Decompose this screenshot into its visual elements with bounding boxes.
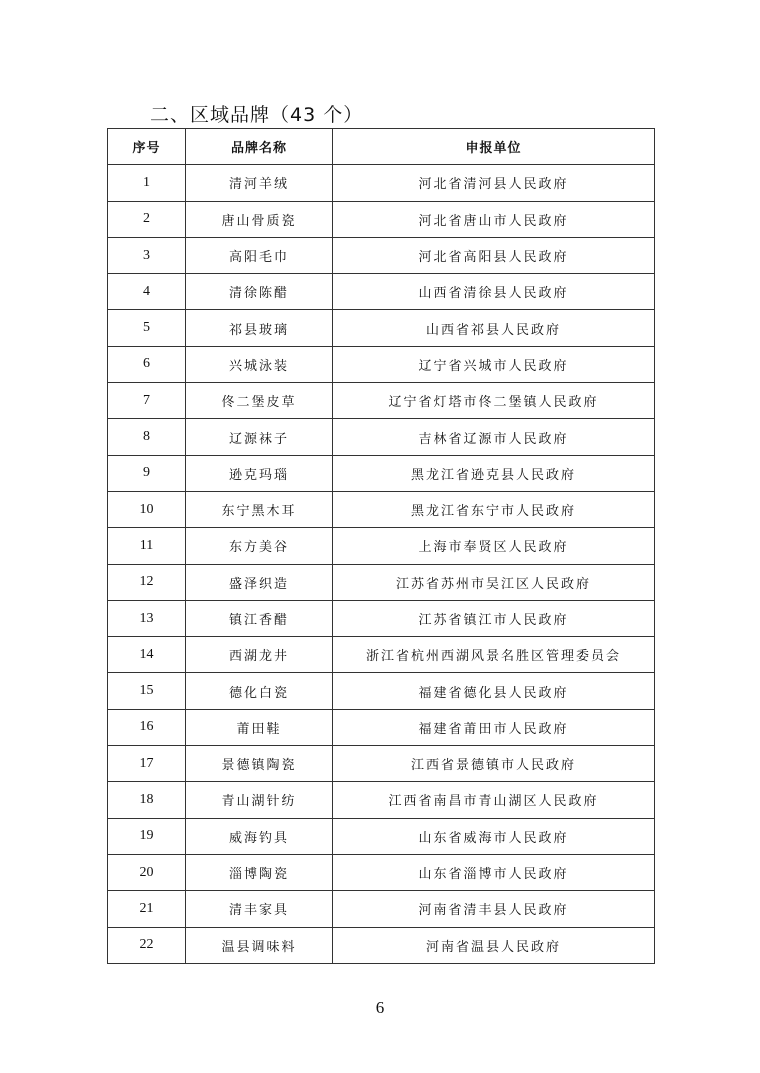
table-row (108, 673, 655, 709)
row-brand-name: 东宁黑木耳 (186, 491, 333, 527)
row-brand-name: 盛泽织造 (186, 564, 333, 600)
row-brand-name: 高阳毛巾 (186, 237, 333, 273)
row-brand-name: 清河羊绒 (186, 165, 333, 201)
row-applicant: 山西省清徐县人民政府 (333, 274, 655, 310)
table-row (108, 165, 655, 201)
row-applicant: 吉林省辽源市人民政府 (333, 419, 655, 455)
row-brand-name: 唐山骨质瓷 (186, 201, 333, 237)
table-row (108, 854, 655, 890)
table-body (108, 165, 655, 964)
row-brand-name: 镇江香醋 (186, 600, 333, 636)
row-index: 1 (108, 165, 186, 201)
table-row (108, 346, 655, 382)
table-row (108, 491, 655, 527)
table-row (108, 383, 655, 419)
table-row (108, 455, 655, 491)
row-applicant: 江西省南昌市青山湖区人民政府 (333, 782, 655, 818)
row-index: 11 (108, 528, 186, 564)
row-applicant: 福建省莆田市人民政府 (333, 709, 655, 745)
row-applicant: 黑龙江省逊克县人民政府 (333, 455, 655, 491)
table-row (108, 637, 655, 673)
row-index: 18 (108, 782, 186, 818)
row-index: 16 (108, 709, 186, 745)
row-index: 12 (108, 564, 186, 600)
row-applicant: 山东省淄博市人民政府 (333, 854, 655, 890)
row-brand-name: 西湖龙井 (186, 637, 333, 673)
table-row (108, 419, 655, 455)
row-brand-name: 东方美谷 (186, 528, 333, 564)
table-row (108, 709, 655, 745)
row-applicant: 黑龙江省东宁市人民政府 (333, 491, 655, 527)
row-brand-name: 莆田鞋 (186, 709, 333, 745)
row-index: 7 (108, 383, 186, 419)
row-brand-name: 清徐陈醋 (186, 274, 333, 310)
section-heading: 二、区域品牌（43 个） (150, 104, 364, 126)
row-index: 8 (108, 419, 186, 455)
row-applicant: 浙江省杭州西湖风景名胜区管理委员会 (333, 637, 655, 673)
row-index: 10 (108, 491, 186, 527)
row-applicant: 福建省德化县人民政府 (333, 673, 655, 709)
row-brand-name: 清丰家具 (186, 891, 333, 927)
row-index: 20 (108, 854, 186, 890)
row-applicant: 上海市奉贤区人民政府 (333, 528, 655, 564)
table-row (108, 782, 655, 818)
header-index: 序号 (108, 129, 186, 165)
row-brand-name: 威海钓具 (186, 818, 333, 854)
row-index: 9 (108, 455, 186, 491)
table-row (108, 891, 655, 927)
table-row (108, 927, 655, 963)
row-brand-name: 德化白瓷 (186, 673, 333, 709)
table-header-row (108, 129, 655, 165)
table-row (108, 746, 655, 782)
row-index: 13 (108, 600, 186, 636)
row-index: 5 (108, 310, 186, 346)
row-applicant: 山西省祁县人民政府 (333, 310, 655, 346)
row-brand-name: 景德镇陶瓷 (186, 746, 333, 782)
row-brand-name: 辽源袜子 (186, 419, 333, 455)
row-applicant: 辽宁省灯塔市佟二堡镇人民政府 (333, 383, 655, 419)
row-applicant: 辽宁省兴城市人民政府 (333, 346, 655, 382)
row-index: 22 (108, 927, 186, 963)
table-row (108, 201, 655, 237)
regional-brands-table (107, 128, 655, 964)
row-applicant: 河南省温县人民政府 (333, 927, 655, 963)
row-applicant: 河北省唐山市人民政府 (333, 201, 655, 237)
table-row (108, 274, 655, 310)
row-index: 19 (108, 818, 186, 854)
table-row (108, 564, 655, 600)
row-applicant: 河南省清丰县人民政府 (333, 891, 655, 927)
row-applicant: 山东省威海市人民政府 (333, 818, 655, 854)
header-applicant: 申报单位 (333, 129, 655, 165)
row-brand-name: 兴城泳装 (186, 346, 333, 382)
row-index: 15 (108, 673, 186, 709)
row-applicant: 江苏省苏州市吴江区人民政府 (333, 564, 655, 600)
row-brand-name: 祁县玻璃 (186, 310, 333, 346)
row-applicant: 河北省高阳县人民政府 (333, 237, 655, 273)
row-index: 17 (108, 746, 186, 782)
row-brand-name: 淄博陶瓷 (186, 854, 333, 890)
table-row (108, 600, 655, 636)
row-brand-name: 温县调味料 (186, 927, 333, 963)
row-applicant: 河北省清河县人民政府 (333, 165, 655, 201)
row-index: 6 (108, 346, 186, 382)
row-index: 21 (108, 891, 186, 927)
table-row (108, 237, 655, 273)
row-brand-name: 佟二堡皮草 (186, 383, 333, 419)
header-brand-name: 品牌名称 (186, 129, 333, 165)
row-applicant: 江苏省镇江市人民政府 (333, 600, 655, 636)
row-index: 2 (108, 201, 186, 237)
table-row (108, 310, 655, 346)
row-brand-name: 青山湖针纺 (186, 782, 333, 818)
page-number: 6 (375, 998, 385, 1017)
row-index: 14 (108, 637, 186, 673)
row-index: 3 (108, 237, 186, 273)
row-index: 4 (108, 274, 186, 310)
row-brand-name: 逊克玛瑙 (186, 455, 333, 491)
table-row (108, 818, 655, 854)
table-row (108, 528, 655, 564)
row-applicant: 江西省景德镇市人民政府 (333, 746, 655, 782)
